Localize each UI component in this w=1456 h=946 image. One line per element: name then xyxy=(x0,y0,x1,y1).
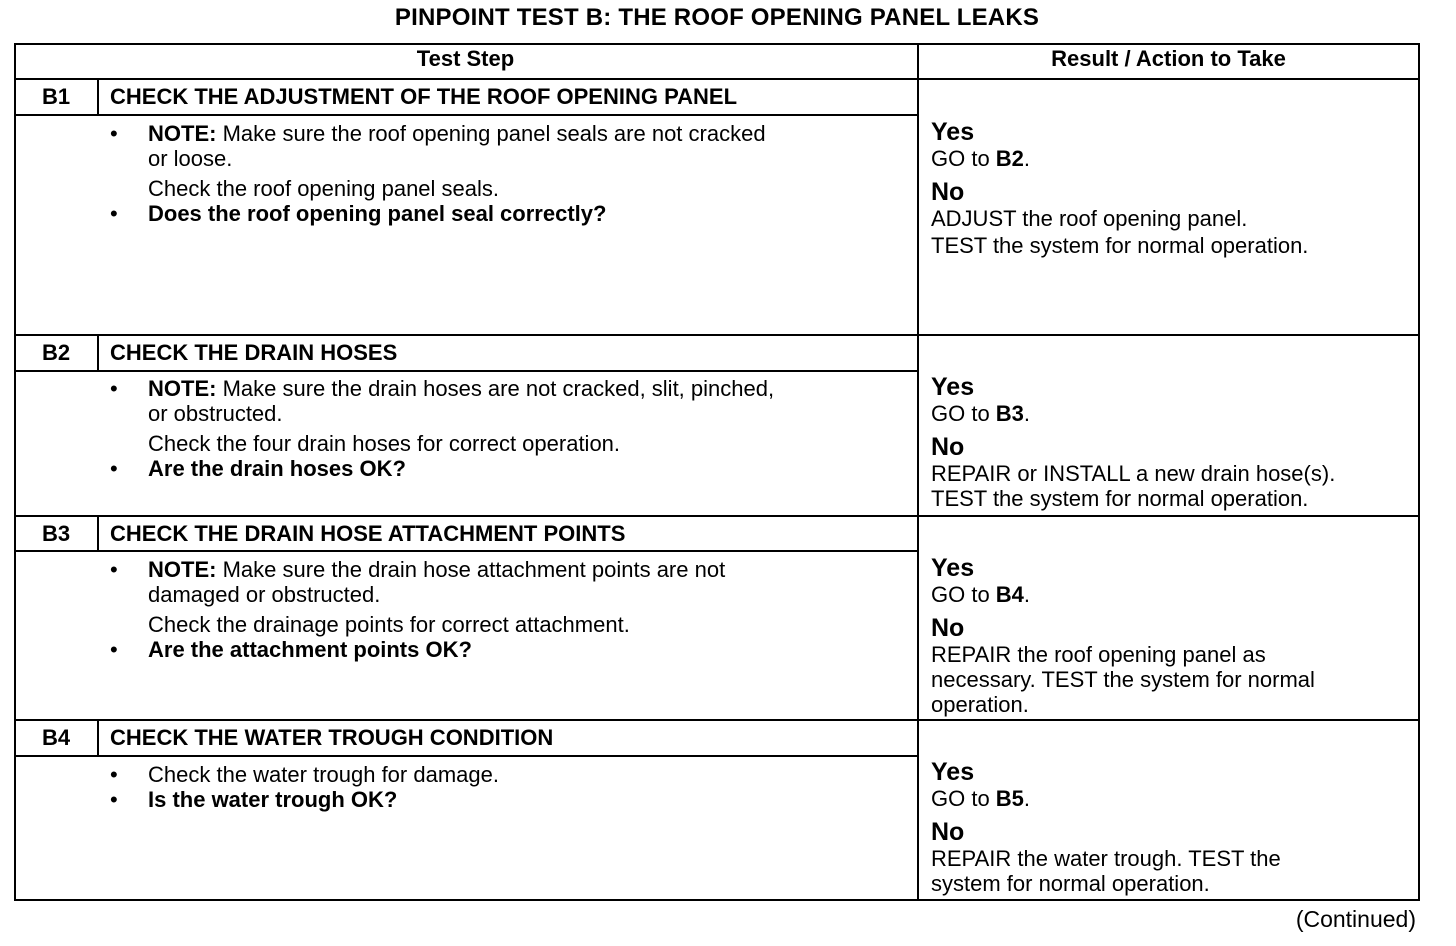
step-title: CHECK THE ADJUSTMENT OF THE ROOF OPENING PANEL xyxy=(110,84,738,109)
yes-action xyxy=(931,146,1308,171)
title-row-divider xyxy=(14,114,918,116)
yes-label: Yes xyxy=(931,373,975,401)
column-header-test-step: Test Step xyxy=(416,46,515,71)
check-question: Are the drain hoses OK? xyxy=(148,456,406,481)
goto-step-link[interactable]: B2 xyxy=(995,146,1024,171)
goto-step-link[interactable]: B3 xyxy=(995,401,1024,426)
yes-label: Yes xyxy=(931,554,975,582)
step-id: B4 xyxy=(41,725,71,750)
note-text: Make sure the drain hose attachment points are not xyxy=(216,557,726,582)
no-action-line: TEST the system for normal operation. xyxy=(931,233,1309,258)
yes-action-period: . xyxy=(1023,786,1031,811)
note-label: NOTE: xyxy=(148,121,217,146)
note-text: Make sure the roof opening panel seals are not cracked xyxy=(216,121,766,146)
yes-label: Yes xyxy=(931,118,975,146)
note-continuation: or loose. xyxy=(148,146,233,171)
bullet: • xyxy=(110,787,118,812)
note-continuation: or obstructed. xyxy=(148,401,283,426)
no-action-line: operation. xyxy=(931,692,1029,717)
yes-action-text: GO to xyxy=(931,786,996,811)
note-label: NOTE: xyxy=(148,557,217,582)
bullet: • xyxy=(110,376,118,401)
goto-step-link[interactable]: B5 xyxy=(995,786,1024,811)
yes-label: Yes xyxy=(931,758,975,786)
title-row-divider xyxy=(14,755,918,757)
no-action-line: REPAIR the roof opening panel as xyxy=(931,642,1266,667)
bullet: • xyxy=(110,456,118,481)
result-b3 xyxy=(931,554,1315,717)
result-b1 xyxy=(931,118,1308,258)
no-label: No xyxy=(931,614,965,642)
bullet: • xyxy=(110,201,118,226)
yes-action-text: GO to xyxy=(931,582,996,607)
step-title: CHECK THE WATER TROUGH CONDITION xyxy=(110,725,554,750)
note-line xyxy=(148,557,725,582)
no-action-line: REPAIR or INSTALL a new drain hose(s). xyxy=(931,461,1336,486)
column-divider xyxy=(917,43,919,901)
yes-action-period: . xyxy=(1023,146,1031,171)
note-text: Make sure the drain hoses are not cracked, slit, pinched, xyxy=(216,376,775,401)
goto-step-link[interactable]: B4 xyxy=(995,582,1024,607)
step-id: B2 xyxy=(41,340,71,365)
yes-action-period: . xyxy=(1023,401,1031,426)
result-b4 xyxy=(931,758,1281,896)
page-title: PINPOINT TEST B: THE ROOF OPENING PANEL LEAKS xyxy=(394,4,1040,31)
step-id: B1 xyxy=(41,84,71,109)
check-instruction: Check the roof opening panel seals. xyxy=(148,176,500,201)
yes-action-text: GO to xyxy=(931,146,996,171)
check-question: Does the roof opening panel seal correctly? xyxy=(148,201,607,226)
step-title: CHECK THE DRAIN HOSE ATTACHMENT POINTS xyxy=(110,521,626,546)
column-header-result: Result / Action to Take xyxy=(1051,46,1286,71)
bullet: • xyxy=(110,121,118,146)
check-question: Is the water trough OK? xyxy=(148,787,398,812)
yes-action xyxy=(931,786,1281,811)
step-title: CHECK THE DRAIN HOSES xyxy=(110,340,398,365)
step-id: B3 xyxy=(41,521,71,546)
no-action-line: ADJUST the roof opening panel. xyxy=(931,206,1248,231)
check-instruction: Check the water trough for damage. xyxy=(148,762,499,787)
no-label: No xyxy=(931,433,965,461)
bullet: • xyxy=(110,557,118,582)
no-action-line: necessary. TEST the system for normal xyxy=(931,667,1315,692)
yes-action xyxy=(931,582,1315,607)
result-b2 xyxy=(931,373,1335,511)
bullet: • xyxy=(110,762,118,787)
row-divider xyxy=(14,515,1420,517)
bullet: • xyxy=(110,637,118,662)
no-action-line: system for normal operation. xyxy=(931,871,1210,896)
yes-action-period: . xyxy=(1023,582,1031,607)
no-label: No xyxy=(931,818,965,846)
no-action-line: REPAIR the water trough. TEST the xyxy=(931,846,1281,871)
note-line xyxy=(148,121,766,146)
check-question: Are the attachment points OK? xyxy=(148,637,472,662)
header-divider xyxy=(14,78,1420,80)
note-label: NOTE: xyxy=(148,376,217,401)
yes-action xyxy=(931,401,1335,426)
check-instruction: Check the four drain hoses for correct operation. xyxy=(148,431,621,456)
row-divider xyxy=(14,334,1420,336)
note-continuation: damaged or obstructed. xyxy=(148,582,381,607)
title-row-divider xyxy=(14,550,918,552)
row-divider xyxy=(14,719,1420,721)
yes-action-text: GO to xyxy=(931,401,996,426)
check-instruction: Check the drainage points for correct attachment. xyxy=(148,612,630,637)
continued-label: (Continued) xyxy=(1295,906,1416,932)
no-action-line: TEST the system for normal operation. xyxy=(931,486,1309,511)
no-label: No xyxy=(931,178,965,206)
note-line xyxy=(148,376,774,401)
title-row-divider xyxy=(14,370,918,372)
